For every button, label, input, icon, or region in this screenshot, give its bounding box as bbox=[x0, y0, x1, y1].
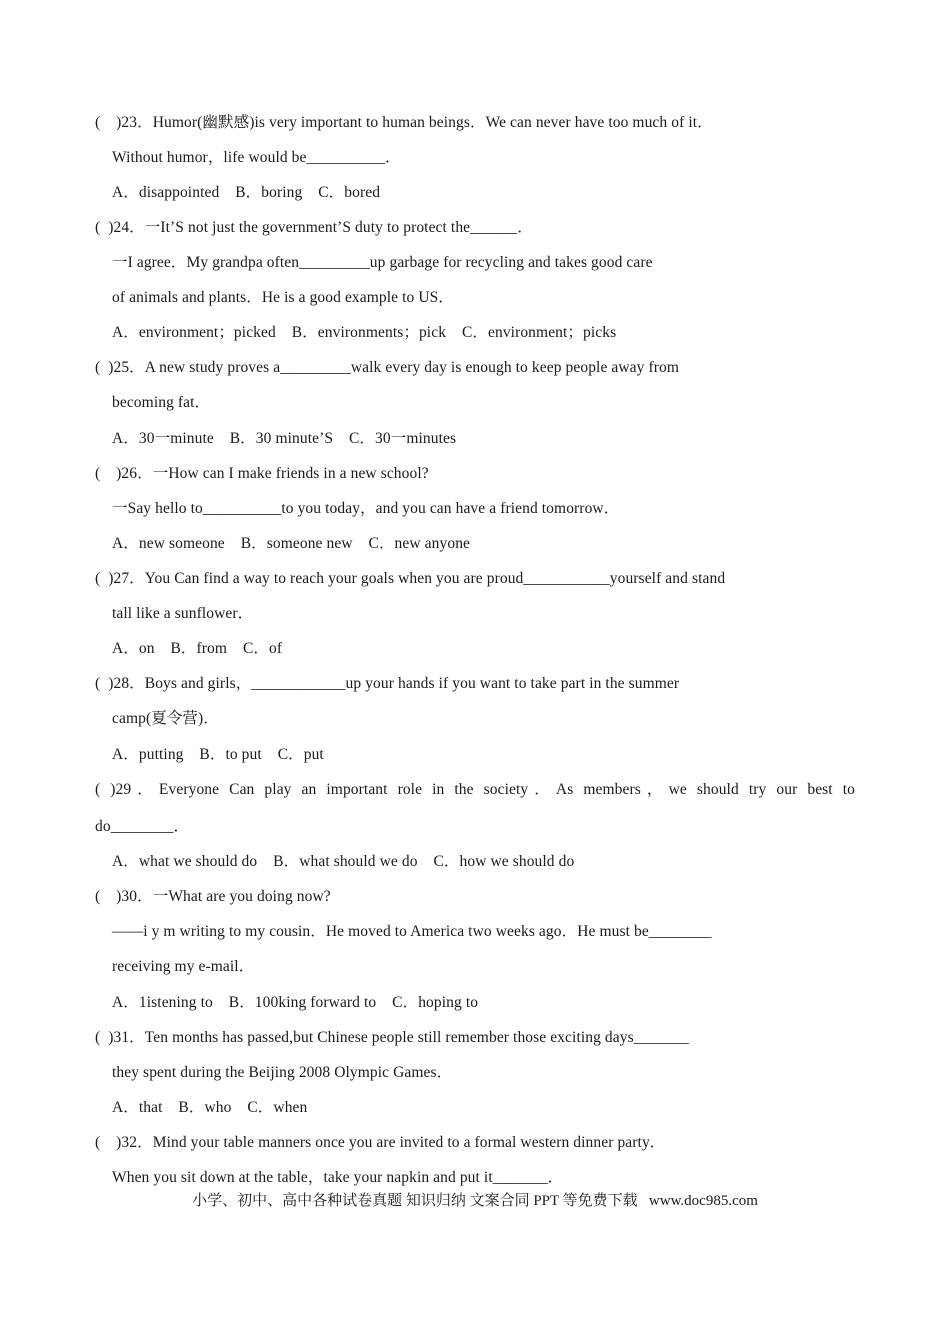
question-24-line: of animals and plants．He is a good example to US． bbox=[112, 289, 454, 306]
question-28-options: A．putting B．to put C．put bbox=[112, 746, 324, 763]
question-31-stem: ( )31．Ten months has passed,but Chinese people still remember those exciting days_______ bbox=[95, 1029, 689, 1046]
question-23-options: A．disappointed B．boring C．bored bbox=[112, 184, 381, 201]
question-26-stem: ( )26．一How can I make friends in a new school? bbox=[95, 465, 429, 482]
question-24-line: 一I agree．My grandpa often_________up garbage for recycling and takes good care bbox=[112, 254, 653, 271]
question-28-stem: ( )28．Boys and girls，____________up your hands if you want to take part in the summer bbox=[95, 675, 680, 692]
question-25-line: becoming fat． bbox=[112, 394, 211, 411]
question-30-line: ——i y m writing to my cousin．He moved to America two weeks ago．He must be________ bbox=[112, 923, 712, 940]
question-29-stem: ( )29．Everyone Can play an important role in the society．As members，we should try our best to bbox=[95, 781, 855, 798]
question-25-options: A．30一minute B．30 minute’S C．30一minutes bbox=[112, 430, 457, 447]
question-24-stem: ( )24．一It’S not just the government’S duty to protect the______． bbox=[95, 219, 533, 236]
question-27-stem: ( )27．You Can find a way to reach your goals when you are proud___________yourself and stand bbox=[95, 570, 726, 587]
question-25-stem: ( )25．A new study proves a_________walk every day is enough to keep people away from bbox=[95, 359, 680, 376]
question-24-options: A．environment；picked B．environments；pick C．environment；picks bbox=[112, 324, 617, 341]
question-29-line: do________． bbox=[95, 818, 190, 835]
question-31-options: A．that B．who C．when bbox=[112, 1099, 308, 1116]
question-26-options: A．new someone B．someone new C．new anyone bbox=[112, 535, 471, 552]
question-30-stem: ( )30．一What are you doing now? bbox=[95, 888, 331, 905]
question-26-line: 一Say hello to__________to you today，and you can have a friend tomorrow． bbox=[112, 500, 620, 517]
page-footer: 小学、初中、高中各种试卷真题 知识归纳 文案合同 PPT 等免费下载 www.doc985.com bbox=[192, 1193, 758, 1209]
question-27-options: A．on B．from C．of bbox=[112, 640, 283, 657]
question-30-line: receiving my e-mail． bbox=[112, 958, 255, 975]
question-31-line: they spent during the Beijing 2008 Olympic Games． bbox=[112, 1064, 453, 1081]
question-27-line: tall like a sunflower． bbox=[112, 605, 254, 622]
question-29-options: A．what we should do B．what should we do C．how we should do bbox=[112, 853, 575, 870]
question-32-line: When you sit down at the table，take your napkin and put it_______． bbox=[112, 1169, 564, 1186]
question-28-line: camp(夏令营)． bbox=[112, 710, 219, 727]
question-23-stem: ( )23．Humor(幽默感)is very important to human beings．We can never have too much of it． bbox=[95, 114, 713, 131]
question-23-line: Without humor，life would be__________． bbox=[112, 149, 401, 166]
question-30-options: A．1istening to B．100king forward to C．hoping to bbox=[112, 994, 479, 1011]
question-32-stem: ( )32．Mind your table manners once you are invited to a formal western dinner party． bbox=[95, 1134, 666, 1151]
